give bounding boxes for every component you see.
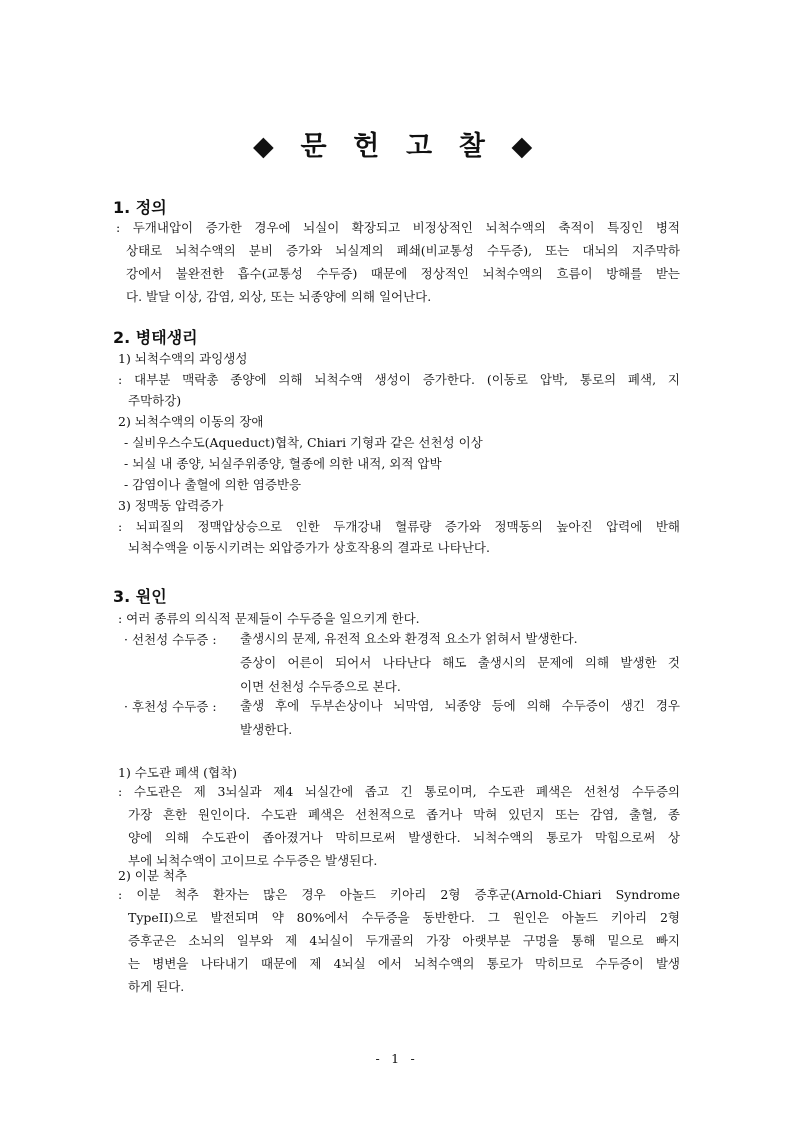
aqueduct-paragraph	[118, 780, 680, 872]
description-line: 이면 선천성 수두증으로 본다.	[240, 679, 401, 694]
page-number: - 1 -	[375, 1051, 419, 1066]
section-heading-pathophysiology: 2. 병태생리	[113, 328, 198, 347]
paragraph-line: 다. 발달 이상, 감염, 외상, 또는 뇌종양에 의해 일어난다.	[126, 289, 432, 304]
paragraph-line: : 두개내압이 증가한 경우에 뇌실이 확장되고 비정상적인 뇌척수액의 축적이 특징인 병적	[116, 220, 680, 235]
list-item: - 뇌실 내 종양, 뇌실주위종양, 혈종에 의한 내적, 외적 압박	[124, 456, 442, 471]
definition-paragraph	[116, 216, 680, 308]
paragraph-line: 부에 뇌척수액이 고이므로 수두증은 발생된다.	[128, 853, 378, 868]
list-item: : 뇌피질의 정맥압상승으로 인한 두개강내 혈류량 증가와 정맥동의 높아진 압력에 반해	[118, 519, 680, 534]
list-item: 1) 뇌척수액의 과잉생성	[118, 351, 248, 366]
subsection-heading-aqueduct: 1) 수도관 폐색 (협착)	[118, 765, 238, 780]
paragraph-line: 가장 흔한 원인이다. 수도관 폐색은 선천적으로 좁거나 막혀 있던지 또는 감염, 출혈, 종	[128, 807, 680, 822]
paragraph-line: 하게 된다.	[128, 979, 185, 994]
section-heading-causes: 3. 원인	[113, 587, 167, 606]
paragraph-line: : 수도관은 제 3뇌실과 제4 뇌실간에 좁고 긴 통로이며, 수도관 폐색은 선천성 수두증의	[118, 784, 680, 799]
section-heading-definition: 1. 정의	[113, 198, 167, 217]
description-line: 출생 후에 두부손상이나 뇌막염, 뇌종양 등에 의해 수두증이 생긴 경우	[240, 698, 680, 713]
pathophysiology-list	[118, 348, 680, 558]
subsection-heading-spina-bifida: 2) 이분 척추	[118, 868, 188, 883]
paragraph-line: 는 병변을 나타내기 때문에 제 4뇌실 에서 뇌척수액의 통로가 막히므로 수두증이 발생	[128, 956, 680, 971]
list-item: - 실비우스수도(Aqueduct)협착, Chiari 기형과 같은 선천성 이상	[124, 435, 483, 450]
paragraph-line: TypeII)으로 발전되며 약 80%에서 수두증을 동반한다. 그 원인은 아놀드 키아리 2형	[128, 910, 680, 925]
congenital-description	[240, 627, 680, 699]
list-item: 2) 뇌척수액의 이동의 장애	[118, 414, 264, 429]
list-item: : 대부분 맥락총 종양에 의해 뇌척수액 생성이 증가한다. (이동로 압박, 통로의 폐색, 지	[118, 372, 680, 387]
list-item: 뇌척수액을 이동시키려는 외압증가가 상호작용의 결과로 나타난다.	[128, 540, 490, 555]
congenital-label: · 선천성 수두증 :	[124, 632, 217, 647]
description-line: 출생시의 문제, 유전적 요소와 환경적 요소가 얽혀서 발생한다.	[240, 631, 578, 646]
page-title: ◆ 문 헌 고 찰 ◆	[253, 131, 541, 162]
list-item: 3) 정맥동 압력증가	[118, 498, 224, 513]
paragraph-line: : 이분 척추 환자는 많은 경우 아놀드 키아리 2형 증후군(Arnold-Chiari Syndrome	[118, 887, 680, 902]
acquired-label: · 후천성 수두증 :	[124, 699, 217, 714]
acquired-description	[240, 694, 680, 742]
spina-bifida-paragraph	[118, 883, 680, 998]
list-item: - 감염이나 출혈에 의한 염증반응	[124, 477, 302, 492]
list-item: 주막하강)	[128, 393, 182, 408]
paragraph-line: 양에 의해 수도관이 좁아졌거나 막히므로써 발생한다. 뇌척수액의 통로가 막힘으로써 상	[128, 830, 680, 845]
paragraph-line: 증후군은 소뇌의 일부와 제 4뇌실이 두개골의 가장 아랫부분 구멍을 통해 밑으로 빠지	[128, 933, 680, 948]
causes-intro: : 여러 종류의 의식적 문제들이 수두증을 일으키게 한다.	[118, 611, 420, 626]
description-line: 증상이 어른이 되어서 나타난다 해도 출생시의 문제에 의해 발생한 것	[240, 655, 680, 670]
description-line: 발생한다.	[240, 722, 293, 737]
paragraph-line: 상태로 뇌척수액의 분비 증가와 뇌실계의 폐쇄(비교통성 수두증), 또는 대뇌의 지주막하	[126, 243, 680, 258]
paragraph-line: 강에서 불완전한 흡수(교통성 수두증) 때문에 정상적인 뇌척수액의 흐름이 방해를 받는	[126, 266, 680, 281]
